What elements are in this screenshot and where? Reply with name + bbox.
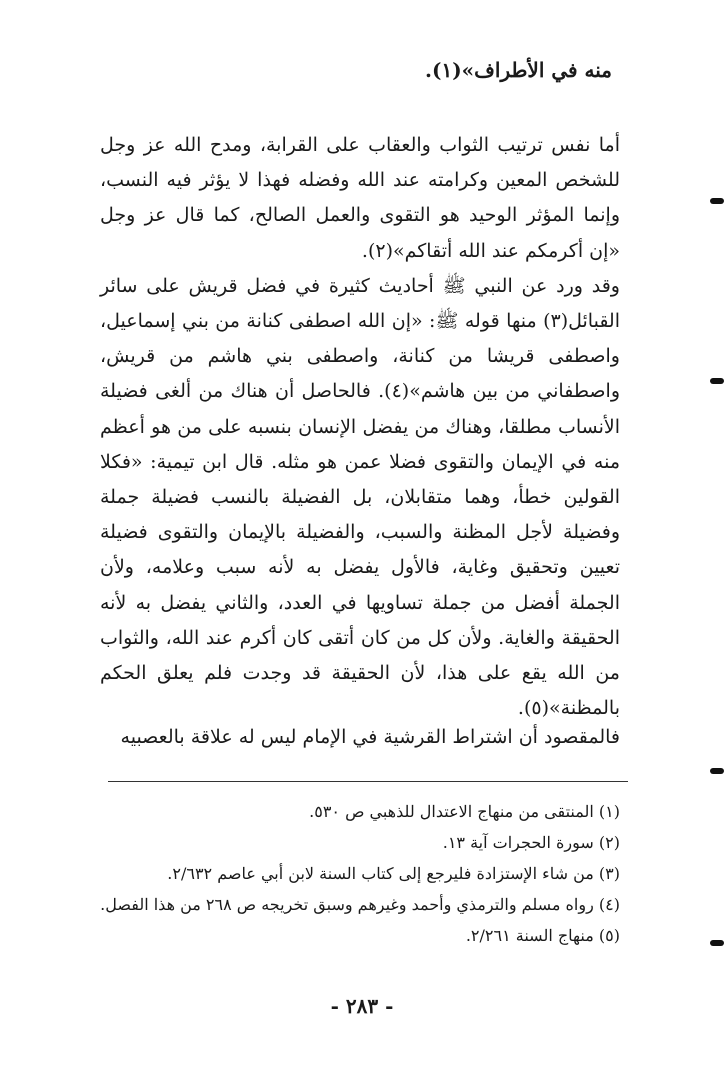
- footnotes: [100, 796, 620, 951]
- paragraph-2: وقد ورد عن النبي ﷺ أحاديث كثيرة في فضل قريش على سائر القبائل(٣) منها قوله ﷺ: «إن الله اصطفى كنانة من بني إسماعيل، واصطفى قريشا من كنانة، واصطفى بني هاشم من قريش، واصطفاني من بين هاشم»(٤). فالحاصل أن هناك من ألغى فضيلة الأنساب مطلقا، وهناك من يفضل الإنسان بنسبه على من هو أعظم منه في الإيمان والتقوى فضلا عمن هو مثله. قال ابن تيمية: «فكلا القولين خطأ، وهما متقابلان، بل الفضيلة بالنسب فضيلة جملة وفضيلة لأجل المظنة والسبب، والفضيلة بالإيمان والتقوى فضيلة تعيين وتحقيق وغاية، فالأول يفضل به لأنه سبب وعلامه، ولأن الجملة أفضل من جملة تساويها في العدد، والثاني يفضل به لأنه الحقيقة والغاية. ولأن كل من كان أتقى كان أكرم عند الله، والثواب من الله يقع على هذا، لأن الحقيقة قد وجدت فلم يعلق الحكم بالمظنة»(٥).: [100, 274, 620, 720]
- footnote-5: (٥) منهاج السنة ٢/٢٦١.: [465, 926, 620, 945]
- footnote-2: (٢) سورة الحجرات آية ١٣.: [442, 833, 620, 852]
- conclusion-line: فالمقصود أن اشتراط القرشية في الإمام ليس له علاقة بالعصبيه: [120, 726, 620, 748]
- footnote-separator: [108, 781, 628, 782]
- footnote-3: (٣) من شاء الإستزادة فليرجع إلى كتاب السنة لابن أبي عاصم ٢/٦٣٢.: [167, 864, 620, 883]
- scan-edge-mark: [710, 378, 724, 384]
- page-number: - ٢٨٣ -: [330, 994, 394, 1018]
- carryover-line: منه في الأطراف»(١).: [425, 58, 612, 82]
- scan-edge-mark: [710, 768, 724, 774]
- scan-edge-mark: [710, 198, 724, 204]
- paragraph-1: أما نفس ترتيب الثواب والعقاب على القرابة، ومدح الله عز وجل للشخص المعين وكرامته عند الله وفضله فهذا لا يؤثر فيه النسب، وإنما المؤثر الوحيد هو التقوى والعمل الصالح، كما قال عز وجل «إن أكرمكم عند الله أتقاكم»(٢).: [100, 134, 620, 262]
- footnote-1: (١) المنتقى من منهاج الاعتدال للذهبي ص ٥٣٠.: [309, 802, 620, 821]
- footnote-4: (٤) رواه مسلم والترمذي وأحمد وغيرهم وسبق تخريجه ص ٢٦٨ من هذا الفصل.: [100, 895, 620, 914]
- main-text: [100, 128, 620, 726]
- scan-edge-mark: [710, 940, 724, 946]
